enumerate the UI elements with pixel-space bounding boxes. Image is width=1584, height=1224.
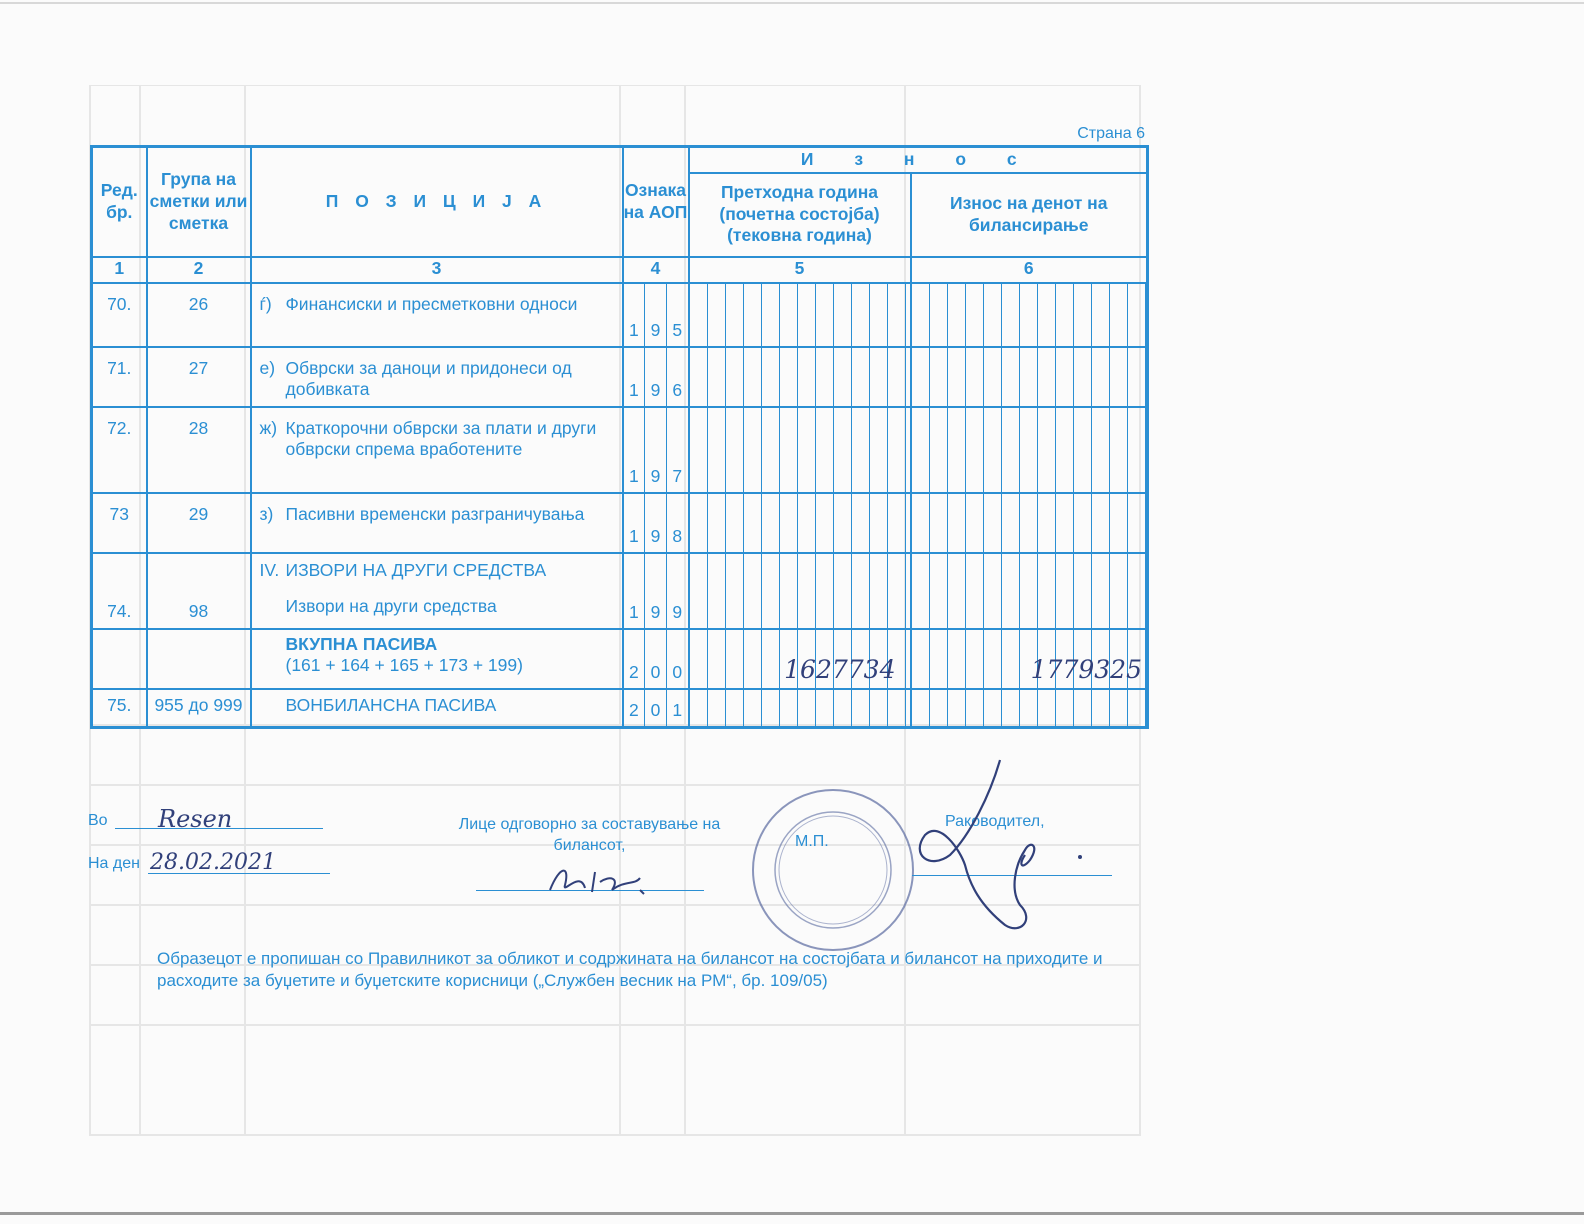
aop-digit: 1: [628, 465, 639, 486]
row-number: 70.: [92, 283, 147, 347]
table-row: [92, 347, 1148, 407]
row-letter: ѓ): [259, 293, 272, 314]
header-previous-year: Претходна година (почетна состојба) (тековна година): [689, 173, 911, 257]
row-group: 955 до 999: [147, 689, 251, 728]
row-number: 74.: [92, 553, 147, 629]
place-label: Во: [88, 812, 108, 829]
table-row: [92, 493, 1148, 553]
col-number: 3: [251, 257, 623, 283]
col-number: 6: [911, 257, 1148, 283]
aop-digit: 2: [628, 699, 639, 720]
total-previous-year-value: 1627734: [784, 654, 896, 684]
header-position: П О З И Ц И Ј А: [251, 147, 623, 257]
scan-edge-top: [0, 2, 1584, 4]
col-number: 5: [689, 257, 911, 283]
header-aop: Ознака на АОП: [623, 147, 689, 257]
aop-digit: 1: [628, 525, 639, 546]
amount-previous: [689, 407, 911, 493]
manager-signature: [870, 755, 1100, 955]
table-row: [92, 689, 1148, 728]
place-value: Resen: [158, 805, 233, 833]
aop-digit: 1: [628, 319, 639, 340]
row-position-text: Финансиски и пресметковни односи: [285, 293, 578, 314]
row-number: 72.: [92, 407, 147, 493]
row-number: 71.: [92, 347, 147, 407]
manager-label: Раководител,: [945, 813, 1045, 830]
row-group: 28: [147, 407, 251, 493]
row-position-text: Обврски за даноци и придонеси од добивката: [285, 357, 572, 399]
header-group: Група на сметки или сметка: [147, 147, 251, 257]
amount-current: [911, 407, 1148, 493]
aop-digit: 5: [666, 284, 688, 346]
amount-previous: [689, 347, 911, 407]
header-red-br: Ред. бр.: [92, 147, 147, 257]
row-section-title: ИЗВОРИ НА ДРУГИ СРЕДСТВА: [285, 559, 547, 580]
table-row: [92, 553, 1148, 629]
row-group: 98: [147, 553, 251, 629]
amount-current: [911, 629, 1148, 689]
responsible-person-label: Лице одговорно за составување на билансот,: [458, 816, 721, 854]
total-current-value: 1779325: [1030, 654, 1142, 684]
scan-edge-bottom: [0, 1212, 1584, 1215]
aop-digit: 9: [644, 348, 666, 406]
table-row: [92, 283, 1148, 347]
header-current-amount: Износ на денот на билансирање: [911, 173, 1148, 257]
row-group: 26: [147, 283, 251, 347]
stamp-place-label: М.П.: [795, 833, 829, 850]
aop-digit: 9: [666, 554, 688, 628]
aop-digit: 0: [644, 690, 666, 726]
header-amount: И з н о с: [689, 147, 1148, 173]
amount-previous: [689, 493, 911, 553]
amount-previous: [689, 629, 911, 689]
table-row: [92, 407, 1148, 493]
aop-digit: 9: [644, 554, 666, 628]
date-value: 28.02.2021: [150, 850, 276, 875]
row-group: [147, 629, 251, 689]
amount-current: [911, 493, 1148, 553]
amount-current: [911, 283, 1148, 347]
aop-digit: 1: [666, 690, 688, 726]
aop-digit: 1: [628, 601, 639, 622]
amount-previous: [689, 689, 911, 728]
col-number: 2: [147, 257, 251, 283]
responsible-signature: [540, 860, 660, 905]
aop-digit: 9: [644, 494, 666, 552]
page-number-label: Страна 6: [1077, 125, 1145, 142]
amount-current: [911, 689, 1148, 728]
row-group: 29: [147, 493, 251, 553]
row-number: 73: [92, 493, 147, 553]
row-letter: е): [259, 357, 276, 378]
aop-digit: 9: [644, 284, 666, 346]
row-number: 75.: [92, 689, 147, 728]
row-position-text: Извори на други средства: [285, 595, 497, 616]
row-number: [92, 629, 147, 689]
row-group: 27: [147, 347, 251, 407]
liabilities-table: [90, 145, 1149, 729]
aop-digit: 1: [628, 379, 639, 400]
col-number: 4: [623, 257, 689, 283]
amount-current: [911, 347, 1148, 407]
amount-previous: [689, 283, 911, 347]
regulation-note: Образецот е пропишан со Правилникот за обликот и содржината на билансот на состојбата и билансот на приходите и расходите за буџетите и буџетските корисници („Службен весник на РМ“, бр. 109/05): [157, 949, 1103, 991]
table-row-total: [92, 629, 1148, 689]
row-letter: з): [259, 503, 274, 524]
aop-digit: 0: [666, 630, 688, 688]
aop-digit: 7: [666, 408, 688, 492]
aop-digit: 0: [644, 630, 666, 688]
row-total-title: ВКУПНА ПАСИВА: [285, 633, 438, 654]
col-number: 1: [92, 257, 147, 283]
amount-current: [911, 553, 1148, 629]
date-label: На ден: [88, 855, 140, 872]
aop-digit: 9: [644, 408, 666, 492]
row-letter: IV.: [259, 559, 280, 580]
amount-previous: [689, 553, 911, 629]
row-position-text: ВОНБИЛАНСНА ПАСИВА: [285, 694, 497, 715]
aop-digit: 2: [628, 661, 639, 682]
row-position-text: Пасивни временски разграничувања: [285, 503, 585, 524]
aop-digit: 6: [666, 348, 688, 406]
row-position-text: Краткорочни обврски за плати и други обврски спрема вработените: [285, 417, 597, 459]
row-letter: ж): [259, 417, 278, 438]
row-total-formula: (161 + 164 + 165 + 173 + 199): [285, 654, 523, 675]
aop-digit: 8: [666, 494, 688, 552]
